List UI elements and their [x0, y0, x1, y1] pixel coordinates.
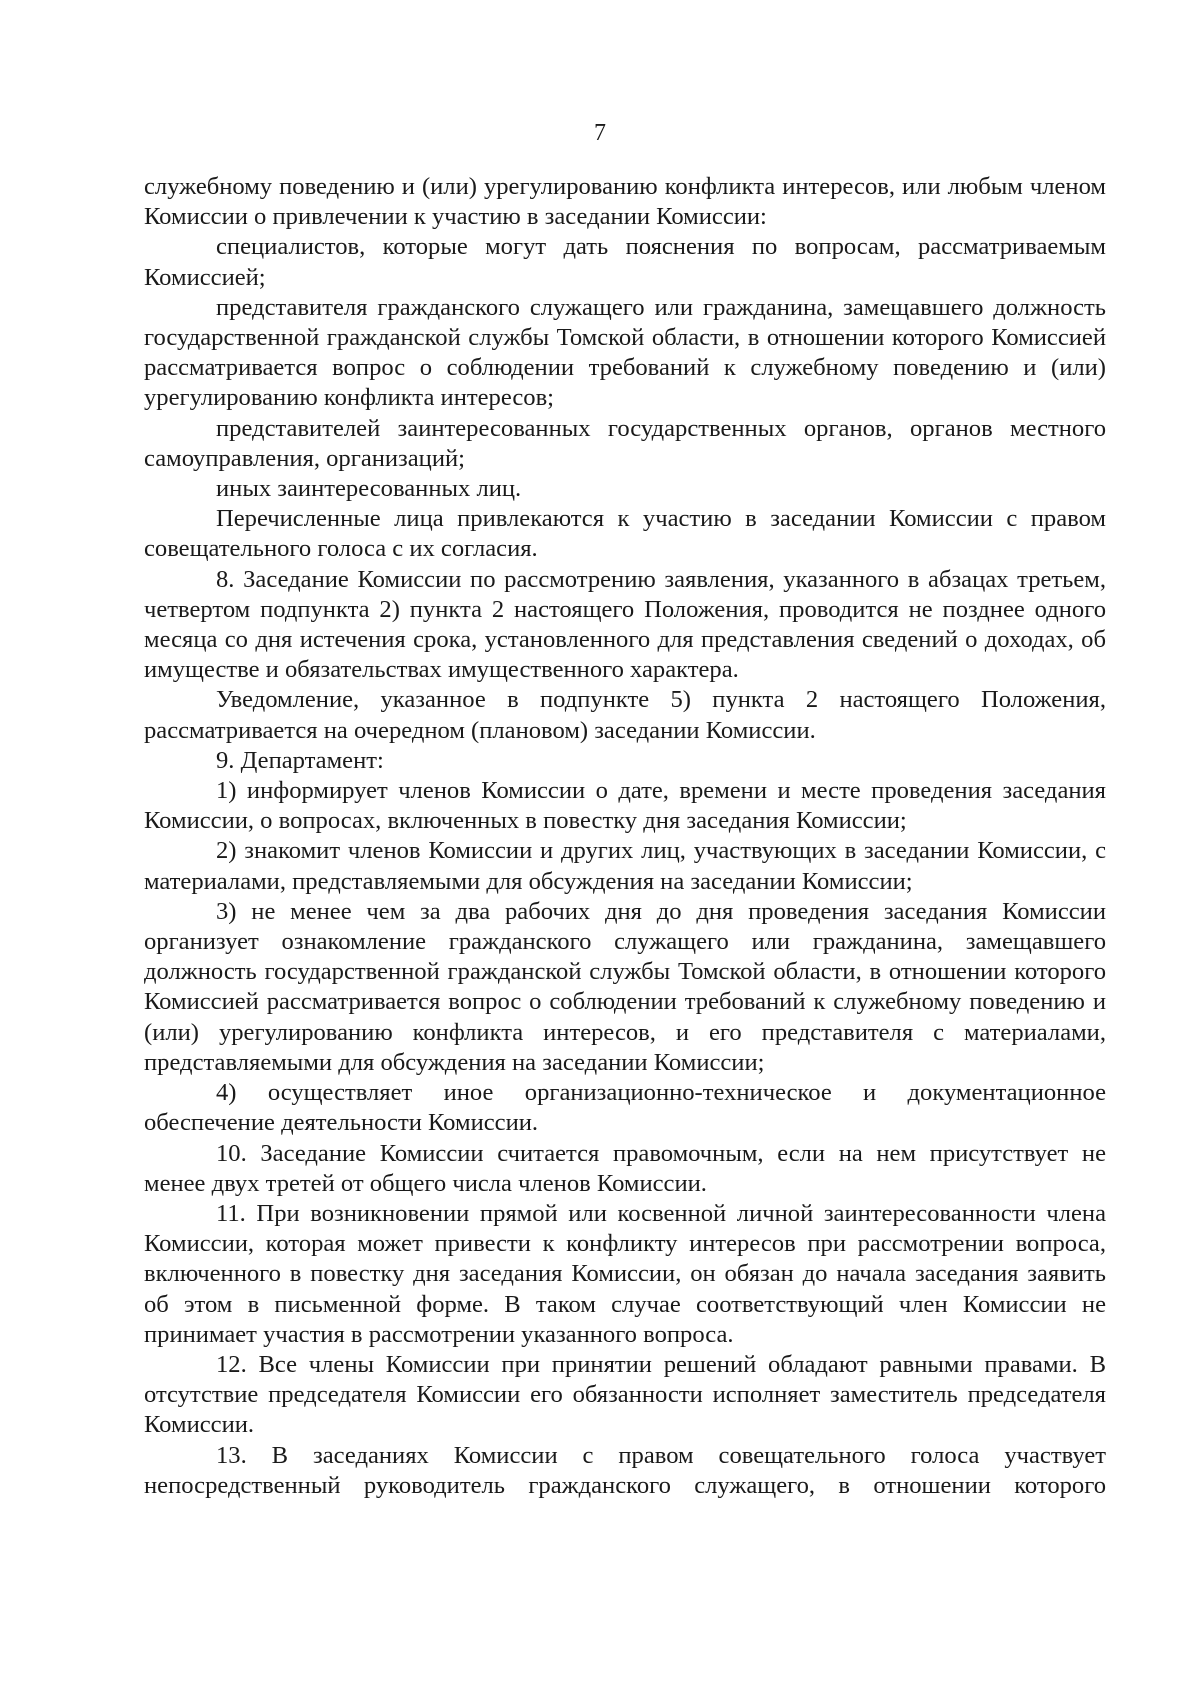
paragraph: 2) знакомит членов Комиссии и других лиц, участвующих в заседании Комиссии, с материалами, представляемыми для обсуждения на заседании Комиссии; [144, 837, 1106, 895]
document-body [144, 172, 1106, 1501]
paragraph: Уведомление, указанное в подпункте 5) пункта 2 настоящего Положения, рассматривается на очередном (плановом) заседании Комиссии. [144, 686, 1106, 744]
paragraph: 9. Департамент: [216, 746, 384, 774]
paragraph: представителей заинтересованных государственных органов, органов местного самоуправления, организаций; [144, 414, 1106, 472]
paragraph: служебному поведению и (или) урегулированию конфликта интересов, или любым членом Комиссии о привлечении к участию в заседании Комиссии: [144, 173, 1106, 231]
paragraph: представителя гражданского служащего или гражданина, замещавшего должность государственной гражданской службы Томской области, в отношении которого Комиссией рассматривается вопрос о соблюдении требований к служебному поведению и (или) урегулированию конфликта интересов; [144, 293, 1106, 412]
paragraph: иных заинтересованных лиц. [216, 475, 522, 503]
page-number: 7 [594, 120, 606, 146]
paragraph: специалистов, которые могут дать пояснения по вопросам, рассматриваемым Комиссией; [144, 233, 1106, 291]
paragraph: 10. Заседание Комиссии считается правомочным, если на нем присутствует не менее двух третей от общего числа членов Комиссии. [144, 1139, 1106, 1197]
paragraph: 8. Заседание Комиссии по рассмотрению заявления, указанного в абзацах третьем, четвертом подпункта 2) пункта 2 настоящего Положения, проводится не позднее одного месяца со дня истечения срока, установленного для представления сведений о доходах, об имуществе и обязательствах имущественного характера. [144, 565, 1106, 684]
paragraph: 12. Все члены Комиссии при принятии решений обладают равными правами. В отсутствие председателя Комиссии его обязанности исполняет заместитель председателя Комиссии. [144, 1350, 1106, 1439]
paragraph: 11. При возникновении прямой или косвенной личной заинтересованности члена Комиссии, которая может привести к конфликту интересов при рассмотрении вопроса, включенного в повестку дня заседания Комиссии, он обязан до начала заседания заявить об этом в письменной форме. В таком случае соответствующий член Комиссии не принимает участия в рассмотрении указанного вопроса. [144, 1199, 1106, 1348]
paragraph: 4) осуществляет иное организационно-техническое и документационное обеспечение деятельности Комиссии. [144, 1079, 1106, 1137]
paragraph: 1) информирует членов Комиссии о дате, времени и месте проведения заседания Комиссии, о вопросах, включенных в повестку дня заседания Комиссии; [144, 777, 1106, 835]
paragraph: 3) не менее чем за два рабочих дня до дня проведения заседания Комиссии организует ознакомление гражданского служащего или гражданина, замещавшего должность государственной гражданской службы Томской области, в отношении которого Комиссией рассматривается вопрос о соблюдении требований к служебному поведению и (или) урегулированию конфликта интересов, и его представителя с материалами, представляемыми для обсуждения на заседании Комиссии; [144, 897, 1106, 1076]
paragraph: Перечисленные лица привлекаются к участию в заседании Комиссии с правом совещательного голоса с их согласия. [144, 505, 1106, 563]
paragraph: 13. В заседаниях Комиссии с правом совещательного голоса участвует непосредственный руководитель гражданского служащего, в отношении которого [144, 1441, 1106, 1499]
